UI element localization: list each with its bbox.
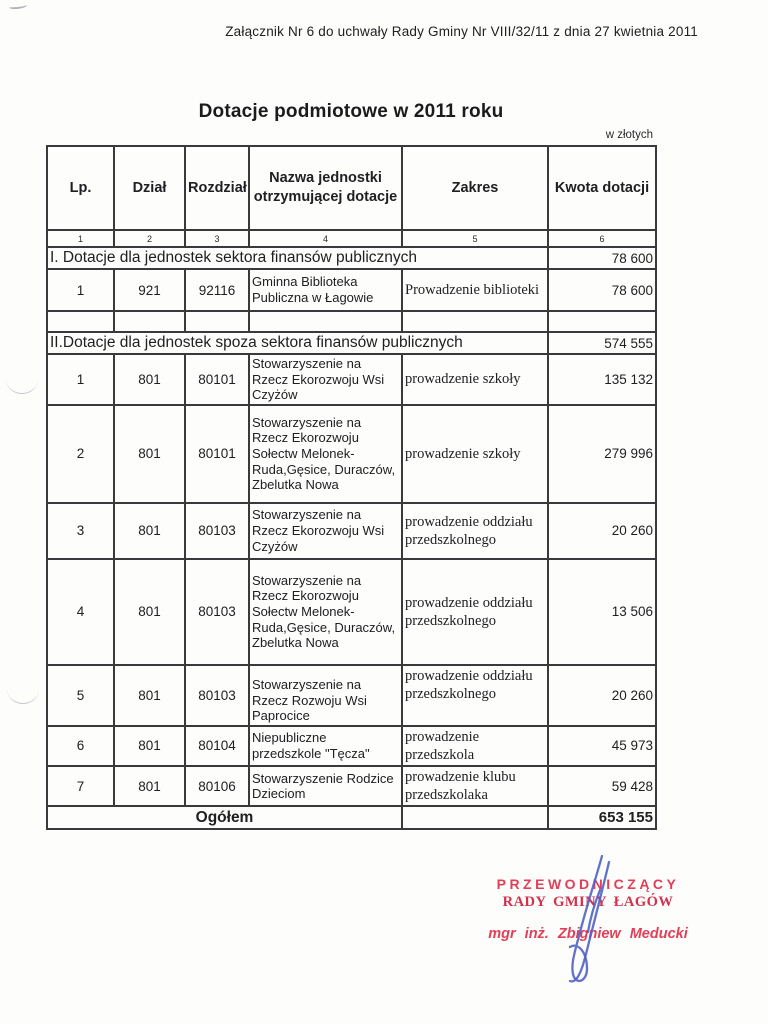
colnum-3: 3	[185, 230, 249, 247]
section-1-amount: 78 600	[548, 247, 656, 269]
cell-dzial: 801	[114, 354, 185, 405]
cell-nazwa: Stowarzyszenie na Rzecz Ekorozwoju Sołectw Melonek-Ruda,Gęsice, Duraczów, Zbelutka Nowa	[249, 405, 402, 503]
total-row	[47, 806, 656, 829]
colnum-1: 1	[47, 230, 114, 247]
table-row	[47, 559, 656, 665]
cell-rozdzial: 80103	[185, 665, 249, 726]
cell-rozdzial: 80101	[185, 354, 249, 405]
colnum-5: 5	[402, 230, 548, 247]
total-label: Ogółem	[47, 806, 402, 829]
currency-note: w złotych	[605, 129, 653, 141]
cell-kwota: 135 132	[548, 354, 656, 405]
cell-dzial: 801	[114, 405, 185, 503]
cell-lp: 2	[47, 405, 114, 503]
cell-rozdzial: 92116	[185, 269, 249, 311]
cell-kwota: 59 428	[548, 766, 656, 806]
cell-kwota: 20 260	[548, 665, 656, 726]
cell-dzial: 801	[114, 726, 185, 766]
cell-kwota: 45 973	[548, 726, 656, 766]
cell-rozdzial: 80103	[185, 503, 249, 559]
handwritten-signature	[530, 850, 630, 990]
cell-nazwa: Stowarzyszenie na Rzecz Ekorozwoju Wsi Czyżów	[249, 354, 402, 405]
header-lp: Lp.	[47, 146, 114, 230]
stamp-person-name: mgr inż. Zbigniew Meducki	[488, 926, 688, 942]
table-row	[47, 766, 656, 806]
table-row	[47, 405, 656, 503]
colnum-2: 2	[114, 230, 185, 247]
cell-zakres: prowadzenie oddziału przedszkolnego	[402, 665, 548, 726]
stamp-council-name: RADY GMINY ŁAGÓW	[502, 894, 674, 910]
cell-zakres: prowadzenie szkoły	[402, 354, 548, 405]
cell-nazwa: Stowarzyszenie na Rzecz Ekorozwoju Sołectw Melonek-Ruda,Gęsice, Duraczów, Zbelutka Nowa	[249, 559, 402, 665]
table-row	[47, 503, 656, 559]
cell-lp: 1	[47, 269, 114, 311]
cell-nazwa: Stowarzyszenie na Rzecz Ekorozwoju Wsi Czyżów	[249, 503, 402, 559]
cell-zakres: prowadzenie oddziału przedszkolnego	[402, 503, 548, 559]
scan-artifact-arc-top	[6, 378, 38, 394]
section-1-label: I. Dotacje dla jednostek sektora finansów publicznych	[47, 247, 548, 269]
cell-kwota: 78 600	[548, 269, 656, 311]
cell-kwota: 279 996	[548, 405, 656, 503]
cell-dzial: 801	[114, 665, 185, 726]
cell-nazwa: Stowarzyszenie na Rzecz Rozwoju Wsi Paprocice	[249, 665, 402, 726]
section-2-row	[47, 332, 656, 354]
cell-lp: 1	[47, 354, 114, 405]
section-1-row	[47, 247, 656, 269]
table-row	[47, 665, 656, 726]
scan-artifact-arc-bottom	[7, 688, 39, 704]
header-rozdzial: Rozdział	[185, 146, 249, 230]
cell-zakres: prowadzenie szkoły	[402, 405, 548, 503]
cell-nazwa: Stowarzyszenie Rodzice Dzieciom	[249, 766, 402, 806]
cell-dzial: 921	[114, 269, 185, 311]
cell-lp: 3	[47, 503, 114, 559]
cell-dzial: 801	[114, 766, 185, 806]
section-2-label: II.Dotacje dla jednostek spoza sektora finansów publicznych	[47, 332, 548, 354]
header-zakres: Zakres	[402, 146, 548, 230]
cell-lp: 4	[47, 559, 114, 665]
table-header-row	[47, 146, 656, 230]
cell-kwota: 13 506	[548, 559, 656, 665]
cell-zakres: prowadzenie przedszkola	[402, 726, 548, 766]
cell-lp: 6	[47, 726, 114, 766]
column-number-row	[47, 230, 656, 247]
cell-dzial: 801	[114, 559, 185, 665]
stamp-title: PRZEWODNICZĄCY	[496, 876, 680, 892]
subsidies-table	[46, 145, 657, 830]
cell-rozdzial: 80104	[185, 726, 249, 766]
header-kwota: Kwota dotacji	[548, 146, 656, 230]
colnum-4: 4	[249, 230, 402, 247]
cell-lp: 7	[47, 766, 114, 806]
cell-dzial: 801	[114, 503, 185, 559]
table-row	[47, 269, 656, 311]
empty-row	[47, 311, 656, 332]
cell-nazwa: Niepubliczne przedszkole "Tęcza"	[249, 726, 402, 766]
cell-rozdzial: 80106	[185, 766, 249, 806]
attachment-note: Załącznik Nr 6 do uchwały Rady Gminy Nr VIII/32/11 z dnia 27 kwietnia 2011	[225, 24, 698, 39]
section-2-amount: 574 555	[548, 332, 656, 354]
cell-rozdzial: 80103	[185, 559, 249, 665]
cell-zakres: prowadzenie oddziału przedszkolnego	[402, 559, 548, 665]
table-row	[47, 354, 656, 405]
document-title: Dotacje podmiotowe w 2011 roku	[198, 101, 504, 122]
cell-zakres: prowadzenie klubu przedszkolaka	[402, 766, 548, 806]
header-dzial: Dział	[114, 146, 185, 230]
cell-lp: 5	[47, 665, 114, 726]
total-amount: 653 155	[548, 806, 656, 829]
header-nazwa: Nazwa jednostki otrzymującej dotacje	[249, 146, 402, 230]
cell-kwota: 20 260	[548, 503, 656, 559]
scan-artifact-corner-mark	[9, 2, 27, 9]
cell-rozdzial: 80101	[185, 405, 249, 503]
table-row	[47, 726, 656, 766]
colnum-6: 6	[548, 230, 656, 247]
cell-zakres: Prowadzenie biblioteki	[402, 269, 548, 311]
cell-nazwa: Gminna Biblioteka Publiczna w Łagowie	[249, 269, 402, 311]
